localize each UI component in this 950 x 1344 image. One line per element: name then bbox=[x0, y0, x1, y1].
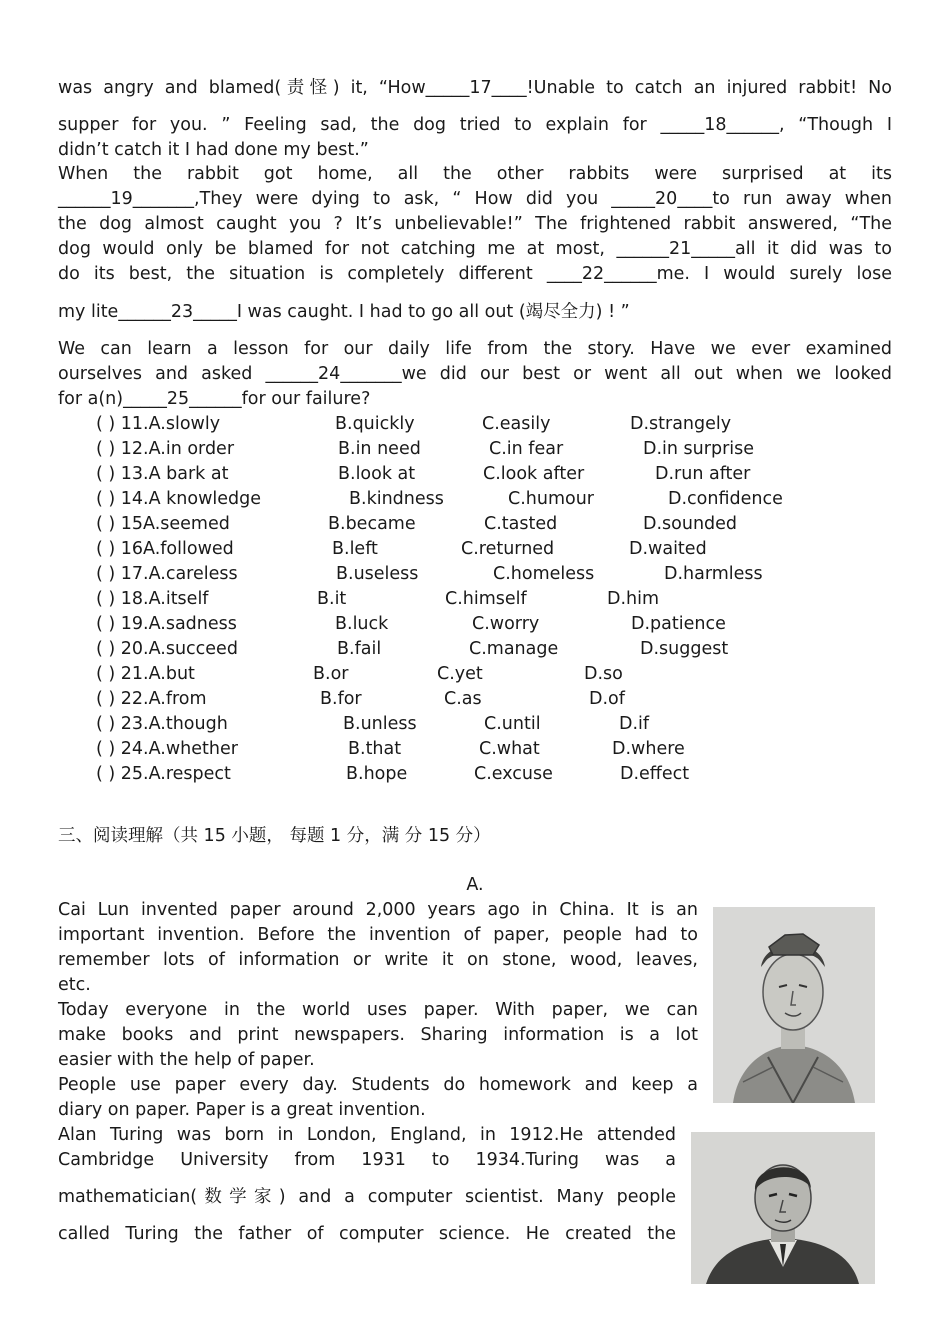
question-option-a: ( ) 15A.seemed bbox=[96, 514, 230, 534]
question-option-b: B.for bbox=[320, 689, 362, 709]
question-option-c: C.until bbox=[484, 714, 541, 734]
passage-line-4: When the rabbit got home, all the other rabbits were surprised at its bbox=[58, 164, 892, 184]
passage-line-1: was angry and blamed(责怪) it, “How_____17____!Unable to catch an injured rabbit! No bbox=[58, 78, 892, 98]
question-option-a: ( ) 21.A.but bbox=[96, 664, 195, 684]
question-option-a: ( ) 22.A.from bbox=[96, 689, 207, 709]
question-option-b: B.fail bbox=[337, 639, 382, 659]
cai-lun-portrait bbox=[713, 907, 875, 1103]
question-option-c: C.manage bbox=[469, 639, 559, 659]
passage-line-11: ourselves and asked ______24_______we did our best or went all out when we looked bbox=[58, 364, 892, 384]
passage-a-line: make books and print newspapers. Sharing information is a lot bbox=[58, 1025, 698, 1045]
question-option-d: D.if bbox=[619, 714, 650, 734]
passage-line-6: the dog almost caught you ? It’s unbelievable!” The frightened rabbit answered, “The bbox=[58, 214, 892, 234]
question-option-b: B.that bbox=[348, 739, 402, 759]
passage-a-line: Cambridge University from 1931 to 1934.Turing was a bbox=[58, 1150, 676, 1170]
passage-a-label: A. bbox=[466, 875, 484, 895]
question-option-c: C.look after bbox=[483, 464, 585, 484]
passage-a-line: Cai Lun invented paper around 2,000 years ago in China. It is an bbox=[58, 900, 698, 920]
question-option-b: B.or bbox=[313, 664, 349, 684]
passage-a-line: called Turing the father of computer science. He created the bbox=[58, 1224, 676, 1244]
question-option-c: C.what bbox=[479, 739, 540, 759]
question-option-a: ( ) 13.A bark at bbox=[96, 464, 229, 484]
passage-a-line: diary on paper. Paper is a great invention. bbox=[58, 1100, 426, 1120]
passage-a-line: mathematician(数学家) and a computer scientist. Many people bbox=[58, 1187, 676, 1207]
question-option-a: ( ) 25.A.respect bbox=[96, 764, 231, 784]
question-option-a: ( ) 11.A.slowly bbox=[96, 414, 221, 434]
question-option-d: D.in surprise bbox=[643, 439, 755, 459]
passage-line-8: do its best, the situation is completely different ____22______me. I would surely lose bbox=[58, 264, 892, 284]
question-option-a: ( ) 17.A.careless bbox=[96, 564, 238, 584]
question-option-d: D.where bbox=[612, 739, 685, 759]
alan-turing-portrait-drawing bbox=[691, 1132, 875, 1284]
question-option-c: C.humour bbox=[508, 489, 595, 509]
question-option-a: ( ) 16A.followed bbox=[96, 539, 234, 559]
passage-a-line: etc. bbox=[58, 975, 91, 995]
question-option-b: B.in need bbox=[338, 439, 421, 459]
passage-a-line: People use paper every day. Students do homework and keep a bbox=[58, 1075, 698, 1095]
passage-line-12: for a(n)_____25______for our failure? bbox=[58, 389, 371, 409]
question-option-c: C.himself bbox=[445, 589, 527, 609]
question-option-d: D.effect bbox=[620, 764, 690, 784]
question-option-b: B.useless bbox=[336, 564, 419, 584]
question-option-b: B.kindness bbox=[349, 489, 444, 509]
question-option-c: C.as bbox=[444, 689, 482, 709]
question-option-c: C.in fear bbox=[489, 439, 564, 459]
question-option-a: ( ) 14.A knowledge bbox=[96, 489, 262, 509]
passage-line-10: We can learn a lesson for our daily life from the story. Have we ever examined bbox=[58, 339, 892, 359]
question-option-a: ( ) 12.A.in order bbox=[96, 439, 235, 459]
passage-a-line: remember lots of information or write it on stone, wood, leaves, bbox=[58, 950, 698, 970]
question-option-b: B.it bbox=[317, 589, 347, 609]
passage-a-line: important invention. Before the invention of paper, people had to bbox=[58, 925, 698, 945]
question-option-a: ( ) 23.A.though bbox=[96, 714, 228, 734]
cai-lun-portrait-drawing bbox=[713, 907, 875, 1103]
passage-a-line: Alan Turing was born in London, England, in 1912.He attended bbox=[58, 1125, 676, 1145]
question-option-c: C.tasted bbox=[484, 514, 558, 534]
passage-line-7: dog would only be blamed for not catching me at most, ______21_____all it did was to bbox=[58, 239, 892, 259]
passage-line-9: my lite______23_____I was caught. I had to go all out (竭尽全力) ! ” bbox=[58, 302, 630, 322]
question-option-d: D.confidence bbox=[668, 489, 783, 509]
question-option-d: D.him bbox=[607, 589, 660, 609]
question-option-d: D.waited bbox=[629, 539, 707, 559]
question-option-b: B.became bbox=[328, 514, 416, 534]
passage-line-5: ______19_______,They were dying to ask, “ How did you _____20____to run away when bbox=[58, 189, 892, 209]
section-heading: 三、阅读理解（共 15 小题， 每题 1 分，满 分 15 分） bbox=[58, 826, 491, 846]
question-option-a: ( ) 19.A.sadness bbox=[96, 614, 237, 634]
question-option-d: D.sounded bbox=[643, 514, 738, 534]
question-option-b: B.hope bbox=[346, 764, 408, 784]
question-option-d: D.strangely bbox=[630, 414, 732, 434]
passage-a-line: easier with the help of paper. bbox=[58, 1050, 315, 1070]
question-option-d: D.run after bbox=[655, 464, 751, 484]
question-option-c: C.excuse bbox=[474, 764, 553, 784]
question-option-b: B.left bbox=[332, 539, 378, 559]
question-option-c: C.yet bbox=[437, 664, 483, 684]
question-option-b: B.quickly bbox=[335, 414, 415, 434]
passage-line-3: didn’t catch it I had done my best.” bbox=[58, 140, 369, 160]
alan-turing-portrait bbox=[691, 1132, 875, 1284]
passage-line-2: supper for you. ” Feeling sad, the dog tried to explain for _____18______, “Though I bbox=[58, 115, 892, 135]
question-option-b: B.luck bbox=[335, 614, 389, 634]
question-option-d: D.harmless bbox=[664, 564, 763, 584]
question-option-d: D.patience bbox=[631, 614, 726, 634]
question-option-a: ( ) 24.A.whether bbox=[96, 739, 238, 759]
passage-a-line: Today everyone in the world uses paper. With paper, we can bbox=[58, 1000, 698, 1020]
question-option-c: C.worry bbox=[472, 614, 540, 634]
question-option-a: ( ) 18.A.itself bbox=[96, 589, 209, 609]
question-option-a: ( ) 20.A.succeed bbox=[96, 639, 238, 659]
question-option-b: B.unless bbox=[343, 714, 417, 734]
question-option-c: C.easily bbox=[482, 414, 551, 434]
question-option-c: C.homeless bbox=[493, 564, 595, 584]
question-option-d: D.of bbox=[589, 689, 625, 709]
question-option-d: D.so bbox=[584, 664, 623, 684]
question-option-d: D.suggest bbox=[640, 639, 729, 659]
question-option-b: B.look at bbox=[338, 464, 416, 484]
question-option-c: C.returned bbox=[461, 539, 555, 559]
